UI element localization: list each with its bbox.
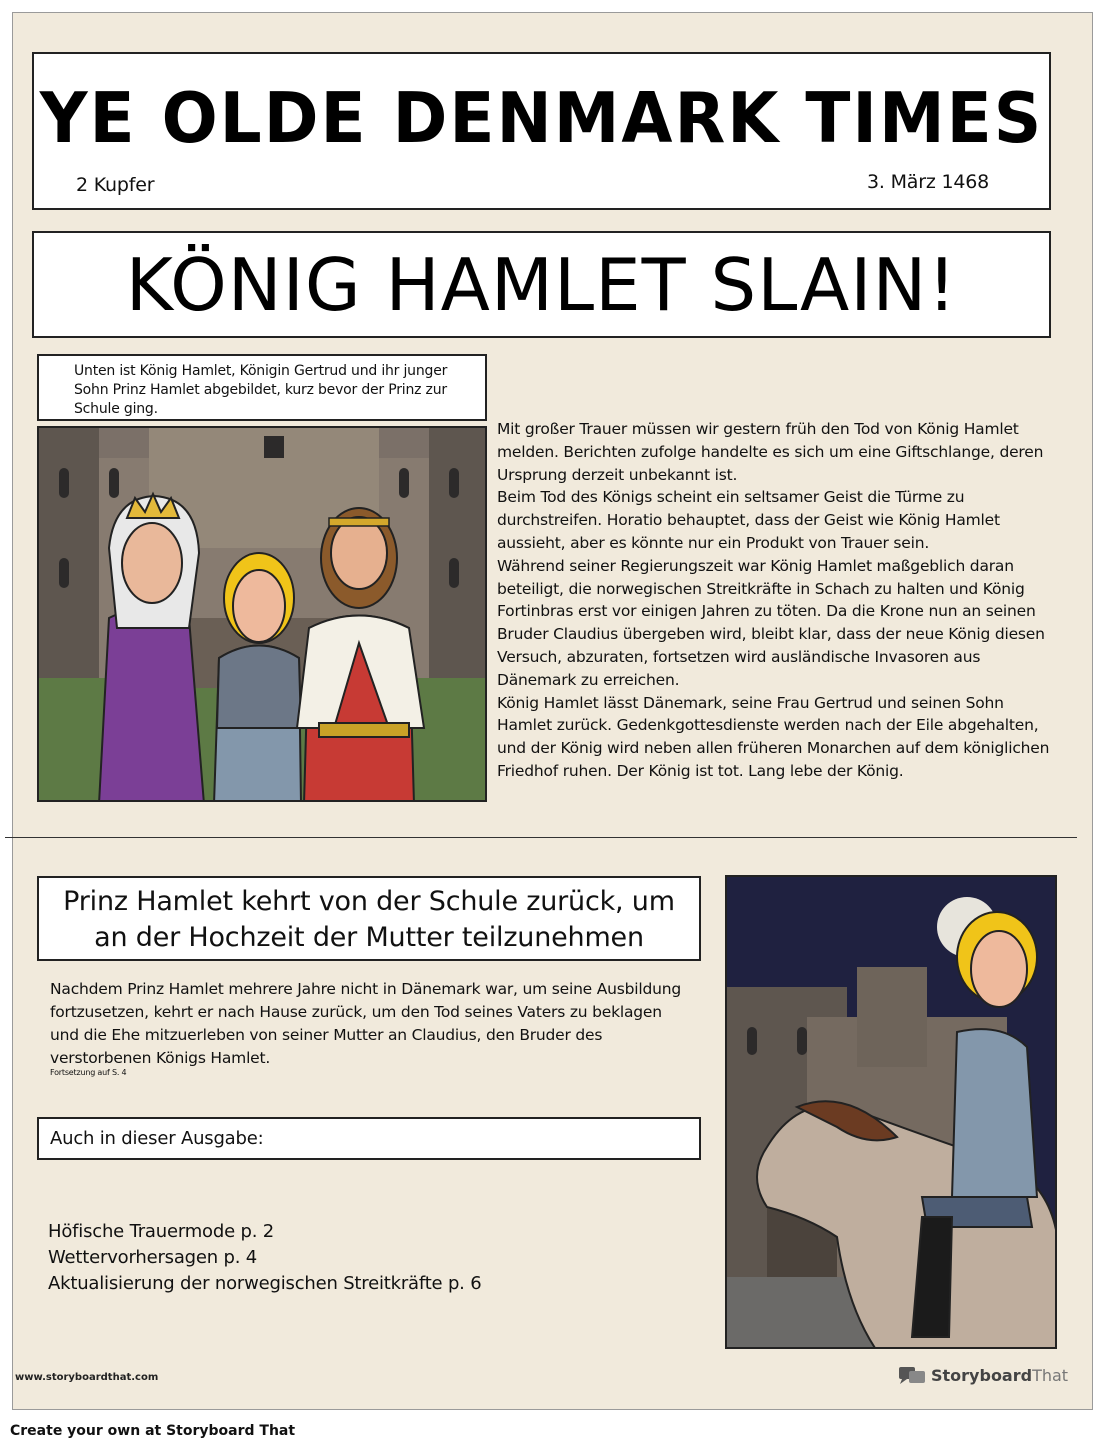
list-item: Wettervorhersagen p. 4 — [48, 1247, 257, 1268]
article-paragraph: Beim Tod des Königs scheint ein seltsamer Geist die Türme zu durchstreifen. Horatio behauptet, dass der Geist wie König Hamlet aussieht, aber es könnte nur ein Produkt von Trauer sein. — [497, 488, 1000, 552]
main-article — [497, 418, 1055, 783]
prince-on-horse-scene — [727, 877, 1057, 1349]
article-paragraph: Während seiner Regierungszeit war König Hamlet maßgeblich daran beteiligt, die norwegischen Streitkräfte in Schach zu halten und König Fortinbras erst vor einigen Jahren zu töten. Da die Krone nun an seinen Bruder Claudius übergeben wird, bleibt klar, dass der neue König diesen Versuch, abzuraten, fortsetzen wird ausländische Invasoren aus Dänemark zu erreichen. — [497, 556, 1045, 689]
sub-article-body: Nachdem Prinz Hamlet mehrere Jahre nicht in Dänemark war, um seine Ausbildung fortzusetzen, kehrt er nach Hause zurück, um den Tod seines Vaters zu beklagen und die Ehe mitzuerleben von seiner Mutter an Claudius, den Bruder des verstorbenen Königs Hamlet. — [50, 980, 682, 1067]
royal-family-illustration — [37, 426, 487, 802]
issue-price: 2 Kupfer — [76, 174, 155, 196]
queen-gertrud-figure — [99, 494, 204, 802]
sub-headline-box — [37, 876, 701, 961]
newspaper-title: YE OLDE DENMARK TIMES — [39, 78, 1044, 159]
section-divider — [5, 837, 1077, 838]
logo-text — [931, 1366, 1068, 1385]
article-paragraph: Mit großer Trauer müssen wir gestern früh den Tod von König Hamlet melden. Berichten zufolge handelte es sich um eine Giftschlange, deren Ursprung derzeit unbekannt ist. — [497, 420, 1044, 484]
also-in-issue-list — [48, 1219, 481, 1297]
royal-family-scene — [39, 428, 487, 802]
storyboardthat-logo[interactable] — [897, 1364, 1068, 1386]
prince-on-horse-illustration — [725, 875, 1057, 1349]
article-paragraph: König Hamlet lässt Dänemark, seine Frau Gertrud und seinen Sohn Hamlet zurück. Gedenkgottesdienste werden nach der Eile abgehalten, und der König wird neben allen früheren Monarchen auf dem königlichen Friedhof ruhen. Der König ist tot. Lang lebe der König. — [497, 693, 1050, 780]
footer-url[interactable]: www.storyboardthat.com — [15, 1372, 159, 1383]
list-item: Aktualisierung der norwegischen Streitkräfte p. 6 — [48, 1273, 482, 1294]
also-in-issue-box — [37, 1117, 701, 1160]
main-headline: KÖNIG HAMLET SLAIN! — [125, 243, 958, 327]
logo-text-bold: Storyboard — [931, 1365, 1033, 1385]
image-caption-box — [37, 354, 487, 421]
sub-headline: Prinz Hamlet kehrt von der Schule zurück, um an der Hochzeit der Mutter teilzunehmen — [63, 886, 675, 953]
masthead — [32, 52, 1051, 210]
continued-note: Fortsetzung auf S. 4 — [50, 1068, 127, 1077]
create-your-own-link[interactable]: Create your own at Storyboard That — [10, 1423, 296, 1439]
also-in-issue-label: Auch in dieser Ausgabe: — [50, 1128, 264, 1149]
prince-hamlet-figure — [214, 553, 301, 802]
headline-box — [32, 231, 1051, 338]
speech-bubble-icon — [897, 1365, 927, 1385]
logo-text-light: That — [1032, 1365, 1069, 1385]
image-caption: Unten ist König Hamlet, Königin Gertrud und ihr junger Sohn Prinz Hamlet abgebildet, kurz bevor der Prinz zur Schule ging. — [74, 363, 448, 417]
list-item: Höfische Trauermode p. 2 — [48, 1221, 275, 1242]
issue-date: 3. März 1468 — [867, 171, 989, 193]
sub-article — [50, 978, 690, 1078]
